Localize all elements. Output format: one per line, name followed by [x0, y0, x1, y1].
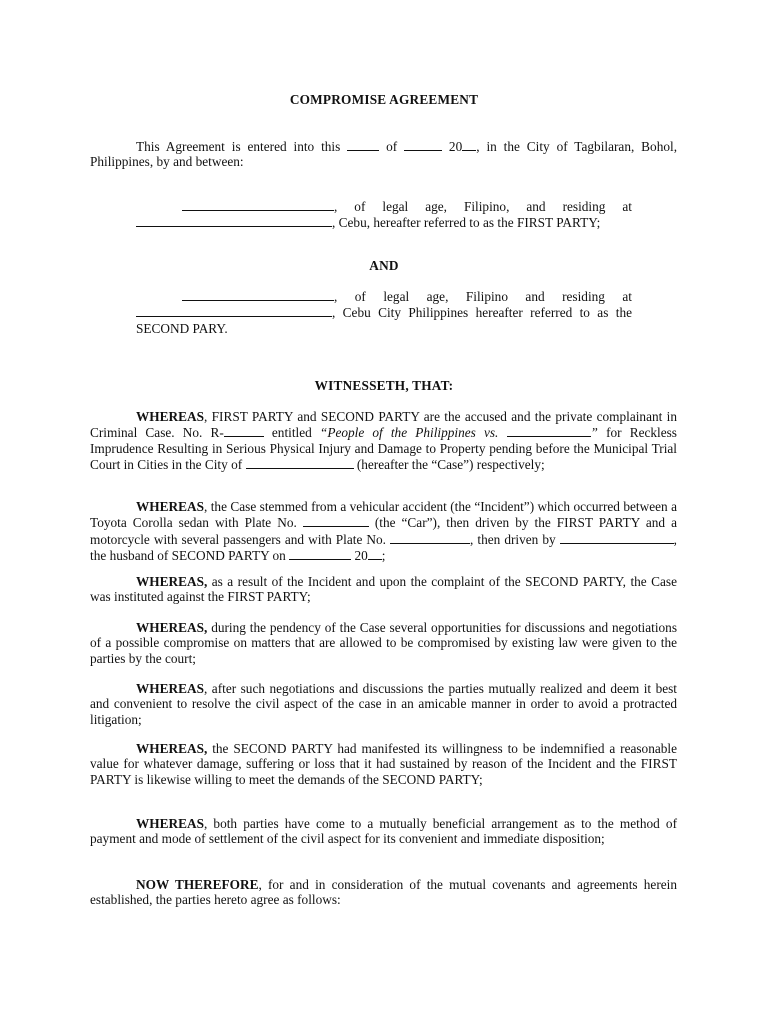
incident-date-blank — [289, 547, 351, 560]
driver-name-blank — [560, 531, 674, 544]
first-party-paragraph — [136, 198, 632, 231]
first-party-name-blank — [182, 198, 334, 211]
first-party-address-blank — [136, 214, 332, 227]
second-party-address-blank — [136, 304, 332, 317]
second-party-text-1: , of legal age, Filipino and residing at — [334, 289, 632, 304]
now-therefore-paragraph: NOW THEREFORE, for and in consideration of the mutual covenants and agreements herein established, the parties hereto agree as follows: — [90, 877, 677, 908]
whereas-paragraph-7: WHEREAS, both parties have come to a mutually beneficial arrangement as to the method of payment and mode of settlement of the civil aspect for its convenient and immediate disposition; — [90, 816, 677, 847]
intro-text-3: 20 — [442, 139, 463, 154]
incident-year-blank — [368, 547, 382, 560]
second-party-paragraph — [136, 288, 632, 336]
whereas-paragraph-4: WHEREAS, during the pendency of the Case several opportunities for discussions and negotiations of a possible compromise on matters that are allowed to be compromised by existing law were given to the parties by the court; — [90, 620, 677, 666]
second-party-text-2: , Cebu City Philippines hereafter referred to as the SECOND PARY. — [136, 305, 632, 336]
intro-paragraph — [90, 138, 677, 170]
year-blank — [462, 138, 476, 151]
whereas-label: WHEREAS — [136, 409, 204, 424]
whereas-paragraph-6: WHEREAS, the SECOND PARTY had manifested its willingness to be indemnified a reasonable value for whatever damage, suffering or loss that it had sustained by reason of the Incident and the FIRST PARTY is likewise willing to meet the demands of the SECOND PARTY; — [90, 741, 677, 787]
city-blank — [246, 456, 354, 469]
day-blank — [347, 138, 379, 151]
intro-text-1: This Agreement is entered into this — [136, 139, 348, 154]
now-therefore-label: NOW THEREFORE — [136, 877, 259, 892]
whereas-paragraph-1: WHEREAS, FIRST PARTY and SECOND PARTY are the accused and the private complainant in Criminal Case. No. R- entitled “People of the Philippines vs. ” for Reckless Imprudence Resulting in Serious Physical Injury and Damage to Property pending before the Municipal Trial Court in Cities in the City of (hereafter the “Case”) respectively; — [90, 409, 677, 473]
and-label: AND — [369, 258, 399, 273]
document-title: COMPROMISE AGREEMENT — [289, 92, 479, 107]
whereas-paragraph-5: WHEREAS, after such negotiations and discussions the parties mutually realized and deem it best and convenient to resolve the civil aspect of the case in an amicable manner in order to avoid a protracted litigation; — [90, 681, 677, 727]
case-title-blank — [507, 424, 591, 437]
car-plate-blank — [303, 514, 369, 527]
case-number-blank — [224, 424, 264, 437]
whereas-paragraph-2: WHEREAS, the Case stemmed from a vehicular accident (the “Incident”) which occurred between a Toyota Corolla sedan with Plate No. (the “Car”), then driven by the FIRST PARTY and a motorcycle with several passengers and with Plate No. , then driven by , the husband of SECOND PARTY on 20 ; — [90, 499, 677, 564]
motorcycle-plate-blank — [390, 531, 470, 544]
witnesseth-heading: WITNESSETH, THAT: — [314, 378, 454, 393]
intro-text-4: , in the City of Tagbilaran, Bohol, Philippines, by and between: — [90, 139, 678, 170]
first-party-text-1: , of legal age, Filipino, and residing at — [334, 199, 632, 214]
month-blank — [404, 138, 442, 151]
second-party-name-blank — [182, 288, 334, 301]
first-party-text-2: , Cebu, hereafter referred to as the FIRST PARTY; — [332, 215, 601, 231]
intro-text-2: of — [379, 139, 405, 154]
whereas-paragraph-3: WHEREAS, as a result of the Incident and upon the complaint of the SECOND PARTY, the Case was instituted against the FIRST PARTY; — [90, 574, 677, 605]
